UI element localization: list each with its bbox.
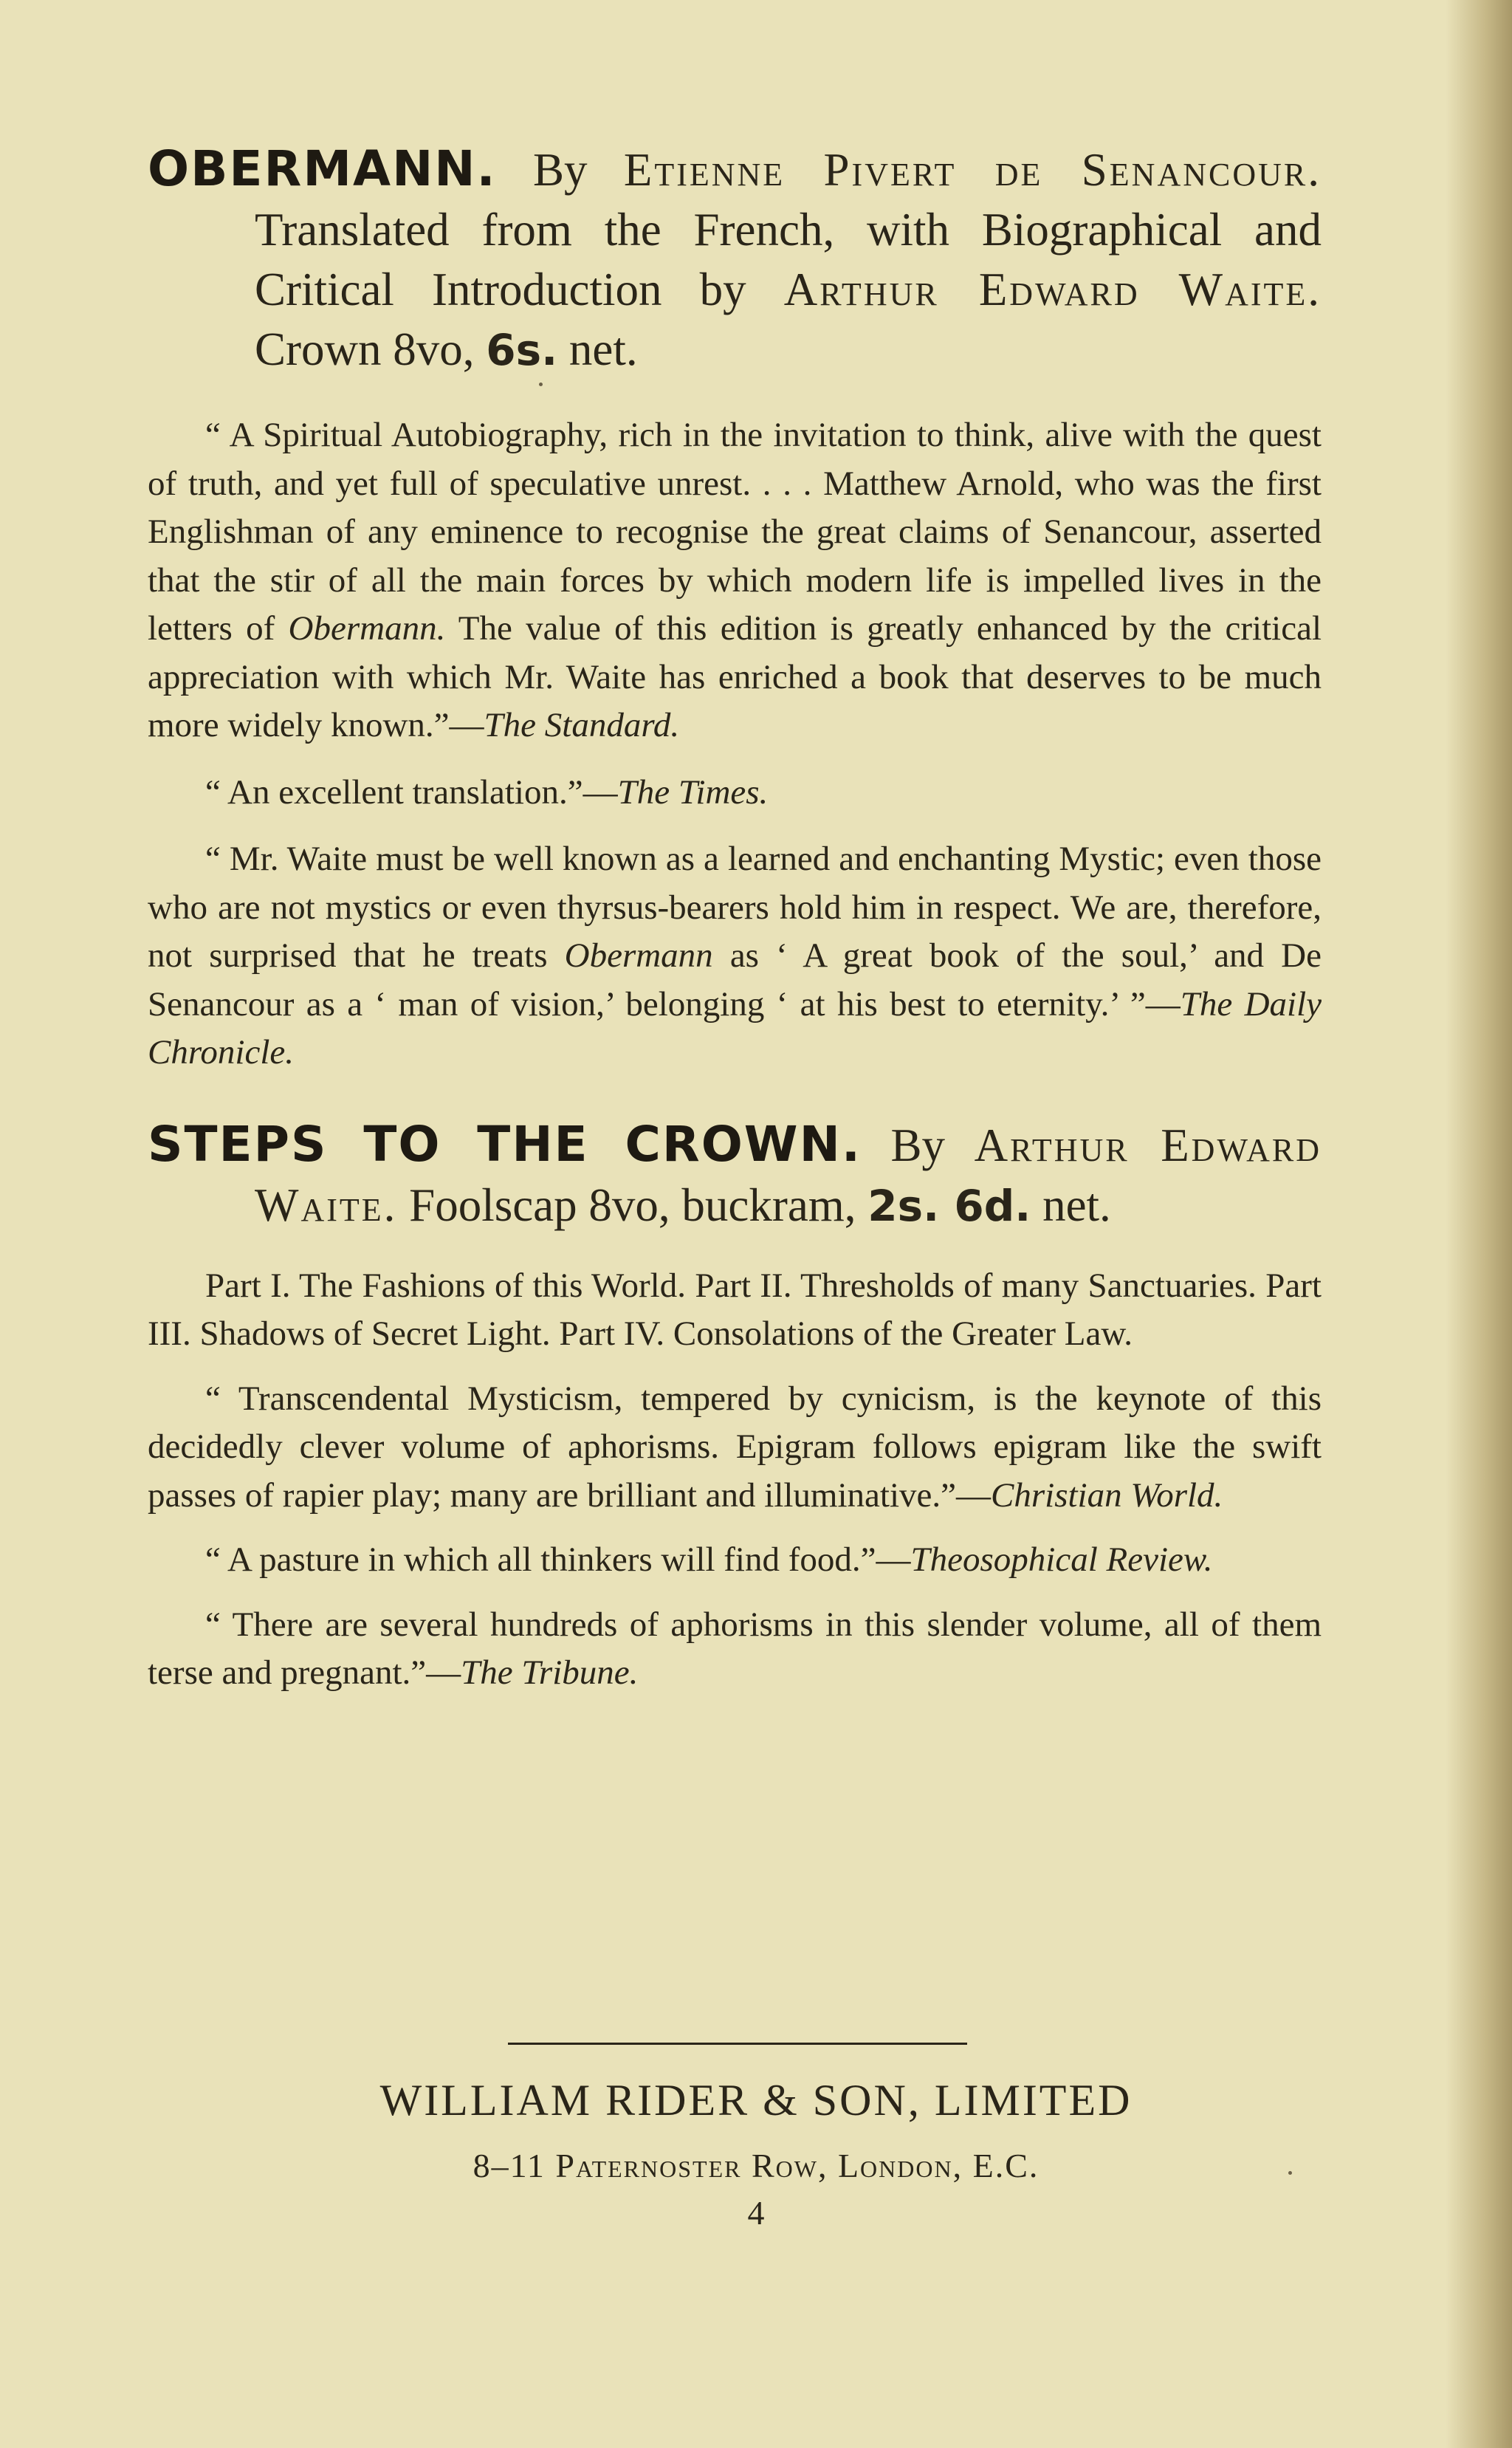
page-content: [148, 139, 1322, 1698]
quote-text: “ There are several hundreds of aphorisms in this slender volume, all of them terse and pregnant.”—: [148, 1605, 1322, 1692]
review-quote: [148, 835, 1322, 1077]
book-title: OBERMANN.: [148, 140, 497, 197]
quote-text: “ Mr. Waite must be well known as a learned and enchanting Mystic; even those who are not mystics or even thyrsus-bearers hold him in respect. We are, therefore, not surprised that he treats: [148, 840, 1322, 975]
translator-name: Arthur Edward Waite.: [783, 264, 1322, 315]
quote-text: “ An excellent translation.”—: [205, 772, 618, 812]
author-name: Arthur Edward Waite.: [255, 1119, 1322, 1231]
book-price: 2s. 6d.: [867, 1180, 1031, 1231]
quote-source: Theosophical Review.: [910, 1540, 1213, 1579]
book-description: Translated from the French, with Biographical and Critical Introduction by: [255, 204, 1322, 315]
review-quote: [148, 1601, 1322, 1698]
quote-text: “ A pasture in which all thinkers will find food.”—: [205, 1540, 911, 1579]
divider-rule: [508, 2043, 967, 2045]
italic-title: Obermann: [564, 936, 713, 975]
net-label: net.: [1042, 1179, 1111, 1231]
quote-text: “ A Spiritual Autobiography, rich in the invitation to think, alive with the quest of truth, and yet full of speculative unrest. . . . Matthew Arnold, who was the first Englishman of any eminence to recognise the great claims of Senancour, asserted that the stir of all the main forces by which modern life is impelled lives in the letters of: [148, 416, 1322, 648]
contents-text: Part I. The Fashions of this World. Part II. Thresholds of many Sanctuaries. Part III. Shadows of Secret Light. Part IV. Consolations of the Greater Law.: [148, 1266, 1322, 1353]
quote-text: as ‘ A great book of the soul,’ and De Senancour as a ‘ man of vision,’ belonging ‘ at his best to eternity.’ ”—: [148, 936, 1322, 1024]
quote-source: Christian World.: [991, 1475, 1223, 1515]
review-quote: [148, 411, 1322, 750]
italic-title: Obermann.: [288, 609, 446, 648]
book-title: STEPS TO THE CROWN.: [148, 1115, 862, 1173]
by-label: By: [890, 1119, 946, 1171]
book-price: 6s.: [486, 325, 558, 375]
entry-heading-obermann: [148, 139, 1322, 380]
publisher-address: 8–11 Paternoster Row, London, E.C.: [472, 2147, 1040, 2184]
contents-paragraph: [148, 1262, 1322, 1359]
net-label: net.: [568, 323, 638, 375]
quote-source: The Standard.: [484, 706, 680, 744]
book-format: Foolscap 8vo, buckram,: [409, 1179, 856, 1231]
review-quote: [148, 769, 1322, 817]
publisher-name: WILLIAM RIDER & SON, LIMITED: [379, 2076, 1133, 2125]
quote-source: The Daily Chronicle.: [148, 984, 1322, 1072]
quote-text: “ Transcendental Mysticism, tempered by cynicism, is the keynote of this decidedly clever volume of aphorisms. Epigram follows epigram like the swift passes of rapier play; many are brilliant and illuminative.”—: [148, 1379, 1322, 1515]
quote-source: The Tribune.: [461, 1653, 639, 1692]
quote-text: The value of this edition is greatly enhanced by the critical appreciation with which Mr. Waite has enriched a book that deserves to be much more widely known.”—: [148, 609, 1322, 744]
entry-heading-steps-to-the-crown: [148, 1114, 1322, 1236]
review-quote: [148, 1375, 1322, 1520]
book-format: Crown 8vo,: [255, 323, 475, 375]
quote-source: The Times.: [617, 772, 769, 812]
author-name: Etienne Pivert de Senancour.: [623, 144, 1322, 196]
page-number: 4: [747, 2194, 765, 2232]
review-quote: [148, 1536, 1322, 1585]
by-label: By: [532, 144, 588, 196]
